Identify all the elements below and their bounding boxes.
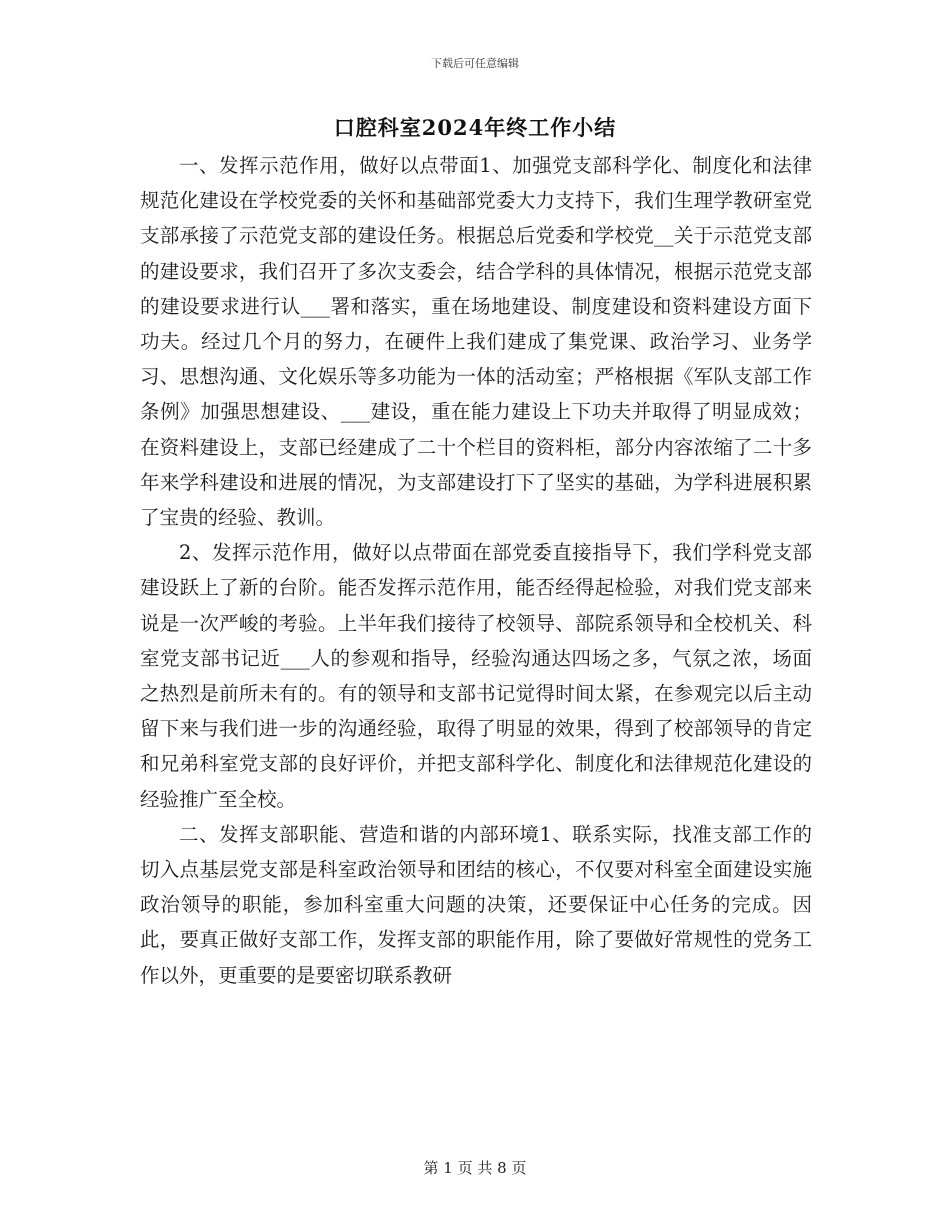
paragraph-1: 一、发挥示范作用，做好以点带面1、加强党支部科学化、制度化和法律规范化建设在学校党委的关怀和基础部党委大力支持下，我们生理学教研室党支部承接了示范党支部的建设任务。根据总后党委和学校党__关于示范党支部的建设要求，我们召开了多次支委会，结合学科的具体情况，根据示范党支部的建设要求进行认___署和落实，重在场地建设、制度建设和资料建设方面下功夫。经过几个月的努力，在硬件上我们建成了集党课、政治学习、业务学习、思想沟通、文化娱乐等多功能为一体的活动室；严格根据《军队支部工作条例》加强思想建设、___建设，重在能力建设上下功夫并取得了明显成效；在资料建设上，支部已经建成了二十个栏目的资料柜，部分内容浓缩了二十多年来学科建设和进展的情况，为支部建设打下了坚实的基础，为学科进展积累了宝贵的经验、教训。 xyxy=(140,154,812,530)
paragraph-2: 2、发挥示范作用，做好以点带面在部党委直接指导下，我们学科党支部建设跃上了新的台阶。能否发挥示范作用，能否经得起检验，对我们党支部来说是一次严峻的考验。上半年我们接待了校领导、部院系领导和全校机关、科室党支部书记近___人的参观和指导，经验沟通达四场之多，气氛之浓，场面之热烈是前所未有的。有的领导和支部书记觉得时间太紧，在参观完以后主动留下来与我们进一步的沟通经验，取得了明显的效果，得到了校部领导的肯定和兄弟科室党支部的良好评价，并把支部科学化、制度化和法律规范化建设的经验推广至全校。 xyxy=(140,541,812,811)
document-body xyxy=(140,148,812,993)
document-title: 口腔科室2024年终工作小结 xyxy=(333,115,617,140)
paragraph-3: 二、发挥支部职能、营造和谐的内部环境1、联系实际，找准支部工作的切入点基层党支部是科室政治领导和团结的核心，不仅要对科室全面建设实施政治领导的职能，参加科室重大问题的决策，还要保证中心任务的完成。因此，要真正做好支部工作，发挥支部的职能作用，除了要做好常规性的党务工作以外，更重要的是要密切联系教研 xyxy=(140,822,812,987)
page-number: 第 1 页 共 8 页 xyxy=(423,1159,527,1177)
page-header-note: 下载后可任意编辑 xyxy=(431,57,519,70)
